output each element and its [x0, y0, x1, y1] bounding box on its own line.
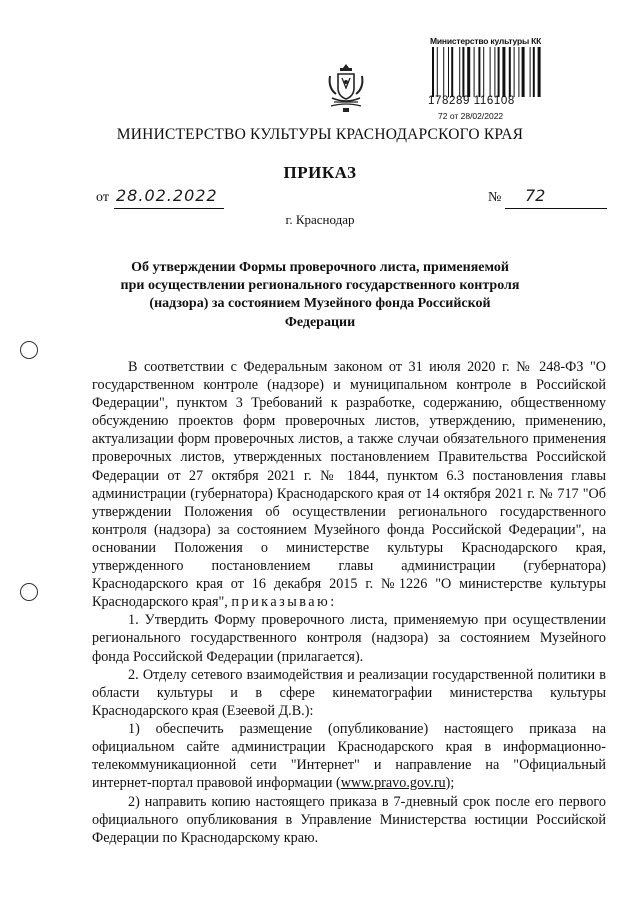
order-date: 28.02.2022 — [116, 186, 218, 205]
order-number: 72 — [525, 186, 546, 205]
order-subject: Об утверждении Формы проверочного листа, применяемой при осуществлении регионального государственного контроля (надзора) за состоянием Музейного фонда Российской Федерации — [120, 260, 520, 330]
stamp-barcode-number: 178289 116108 — [428, 95, 515, 107]
krasnodar-emblem-icon — [326, 62, 366, 114]
item-1: 1. Утвердить Форму проверочного листа, применяемую при осуществлении регионального государственного контроля (надзора) за состоянием Музейного фонда Российской Федерации (прилагается). — [92, 612, 606, 665]
date-underline — [114, 208, 224, 209]
barcode-bar — [474, 47, 475, 97]
barcode-bar — [483, 47, 484, 97]
order-word: приказываю: — [231, 594, 337, 611]
barcode-bar — [437, 47, 438, 97]
stamp-title: Министерство культуры КК — [430, 36, 542, 46]
item-2: 2. Отделу сетевого взаимодействия и реализации государственной политики в области культуры и в сфере кинематографии министерства культуры Краснодарского края (Езеевой Д.В.): — [92, 666, 606, 719]
barcode-bar — [502, 47, 505, 97]
item-2-1-end: ); — [445, 775, 455, 792]
punch-hole — [20, 583, 38, 601]
barcode-bar — [494, 47, 495, 97]
barcode-bar — [467, 47, 470, 97]
document-type: ПРИКАЗ — [283, 163, 357, 182]
pravo-link[interactable]: www.pravo.gov.ru — [340, 775, 446, 792]
barcode-bar — [490, 47, 491, 97]
barcode-bar — [432, 47, 434, 97]
item-2-1-text: 1) обеспечить размещение (опубликование) настоящего приказа на официальном сайте администрации Краснодарского края в информационно-телекоммуникационной сети "Интернет" и направление на "Официальный интернет-портал правовой информации ( — [92, 720, 606, 792]
barcode-bar — [530, 47, 531, 97]
preamble-paragraph — [92, 358, 606, 611]
barcode-icon — [432, 47, 572, 97]
registration-stamp — [428, 36, 574, 124]
number-underline — [505, 208, 607, 209]
barcode-bar — [462, 47, 464, 97]
barcode-bar — [522, 47, 525, 97]
barcode-bar — [498, 47, 500, 97]
preamble-text: В соответствии с Федеральным законом от 31 июля 2020 г. № 248-ФЗ "О государственном контроле (надзоре) и муниципальном контроле в Российской Федерации", пунктом 3 Требований к разработке, содержанию, общественному обсуждению проектов форм проверочных листов, утверждению, применению, актуализации форм проверочных листов, а также случаи обязательного применения проверочных листов, утвержденных постановлением Правительства Российской Федерации от 27 октября 2021 г. № 1844, пунктом 6.3 постановления главы администрации (губернатора) Краснодарского края от 14 октября 2021 г. № 717 "Об утверждении Положения об осуществлении регионального государственного контроля (надзора) за состоянием Музейного фонда Российской Федерации", на основании Положения о министерстве культуры Краснодарского края, утвержденного постановлением главы администрации (губернатора) Краснодарского края от 16 декабря 2015 г. №1226 "О министерстве культуры Краснодарского края", — [92, 359, 606, 611]
barcode-bar — [509, 47, 511, 97]
barcode-bar — [538, 47, 541, 97]
barcode-bar — [478, 47, 480, 97]
barcode-bar — [448, 47, 449, 97]
barcode-bar — [451, 47, 453, 97]
barcode-bar — [533, 47, 535, 97]
barcode-bar — [459, 47, 460, 97]
barcode-bar — [518, 47, 519, 97]
ministry-name: МИНИСТЕРСТВО КУЛЬТУРЫ КРАСНОДАРСКОГО КРАЯ — [116, 126, 524, 143]
barcode-bar — [443, 47, 444, 97]
order-body — [92, 358, 606, 848]
barcode-bar — [514, 47, 515, 97]
number-label: № — [488, 190, 502, 205]
item-2-2: 2) направить копию настоящего приказа в 7-дневный срок после его первого официального опубликования в Управление Министерства юстиции Российской Федерации по Краснодарскому краю. — [92, 794, 606, 847]
city: г. Краснодар — [285, 212, 355, 227]
date-prefix: от — [96, 190, 109, 205]
item-2-1 — [92, 720, 606, 792]
stamp-registration: 72 от 28/02/2022 — [438, 111, 504, 121]
punch-hole — [20, 341, 38, 359]
